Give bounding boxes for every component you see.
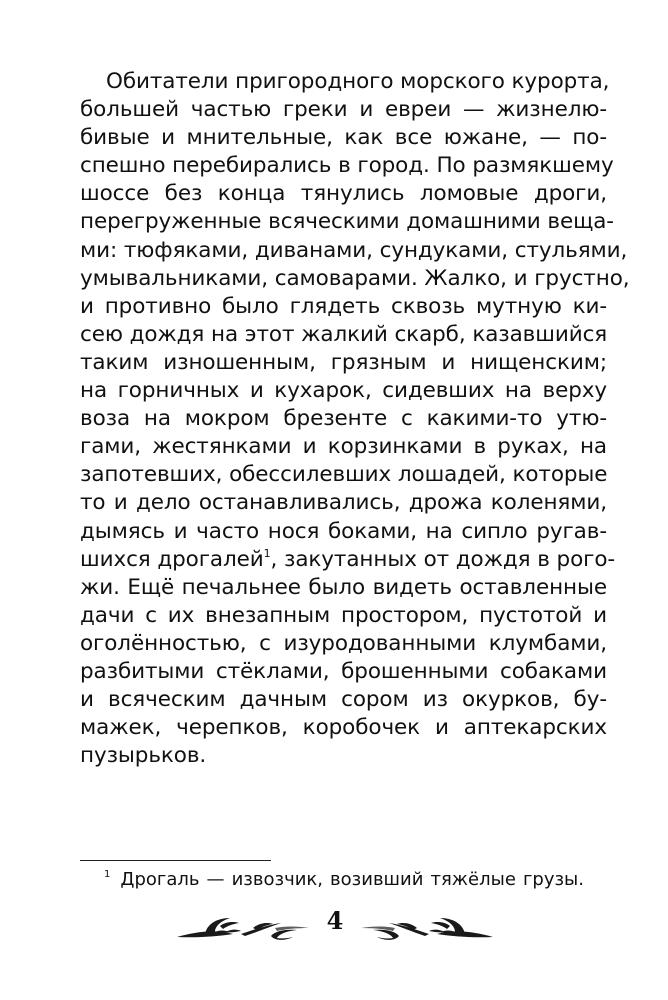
text-line: таким изношенным, грязным и нищенским; — [80, 349, 607, 375]
text-line: спешно перебирались в город. По размякшему — [80, 153, 614, 179]
footnote-divider — [80, 860, 271, 861]
text-fragment: шихся дрогалей — [80, 546, 264, 572]
text-line: разбитыми стёклами, брошенными собаками — [80, 658, 607, 684]
text-line: умывальниками, самоварами. Жалко, и грустно, — [80, 265, 630, 291]
text-line: жи. Ещё печальнее было видеть оставленные — [80, 574, 607, 600]
text-line-with-footnote — [80, 546, 616, 574]
footnote — [104, 868, 584, 892]
page-number: 4 — [326, 906, 344, 935]
floral-flourish-icon — [360, 910, 495, 944]
text-line: дымясь и часто нося боками, на сипло ругав- — [80, 518, 607, 544]
text-line: дачи с их внезапным простором, пустотой и — [80, 602, 607, 628]
text-line: Обитатели пригородного морского курорта, — [106, 69, 610, 94]
text-line: ми: тюфяками, диванами, сундуками, стульями, — [80, 237, 628, 263]
footnote-text: Дрогаль — извозчик, возивший тяжёлые грузы. — [120, 869, 584, 890]
text-fragment: , закутанных от дождя в рого- — [270, 546, 616, 572]
text-line: шоссе без конца тянулись ломовые дроги, — [80, 181, 607, 207]
text-line: бивые и мнительные, как все южане, — по- — [80, 125, 607, 151]
text-line: на горничных и кухарок, сидевших на верху — [80, 378, 607, 404]
text-line: и всяческим дачным сором из окурков, бу- — [80, 687, 607, 713]
text-line: то и дело останавливались, дрожа коленями, — [80, 490, 607, 516]
text-line: оголённостью, с изуродованными клумбами, — [80, 630, 607, 656]
footnote-mark: 1 — [104, 869, 111, 880]
page-footer — [170, 900, 500, 950]
text-line: большей частью греки и евреи — жизнелю- — [80, 97, 607, 123]
footnote-reference[interactable]: 1 — [263, 546, 271, 560]
text-line: сею дождя на этот жалкий скарб, казавшийся — [80, 321, 608, 347]
text-line: мажек, черепков, коробочек и аптекарских — [80, 715, 607, 741]
text-line: воза на мокром брезенте с какими-то утю- — [80, 406, 607, 432]
text-line: и противно было глядеть сквозь мутную ки- — [80, 293, 607, 319]
body-text — [80, 68, 630, 770]
text-line: гами, жестянками и корзинками в руках, на — [80, 434, 607, 460]
text-line: перегруженные всяческими домашними веща- — [80, 209, 614, 235]
text-line: запотевших, обессилевших лошадей, которые — [80, 462, 608, 488]
text-line: пузырьков. — [80, 743, 207, 769]
